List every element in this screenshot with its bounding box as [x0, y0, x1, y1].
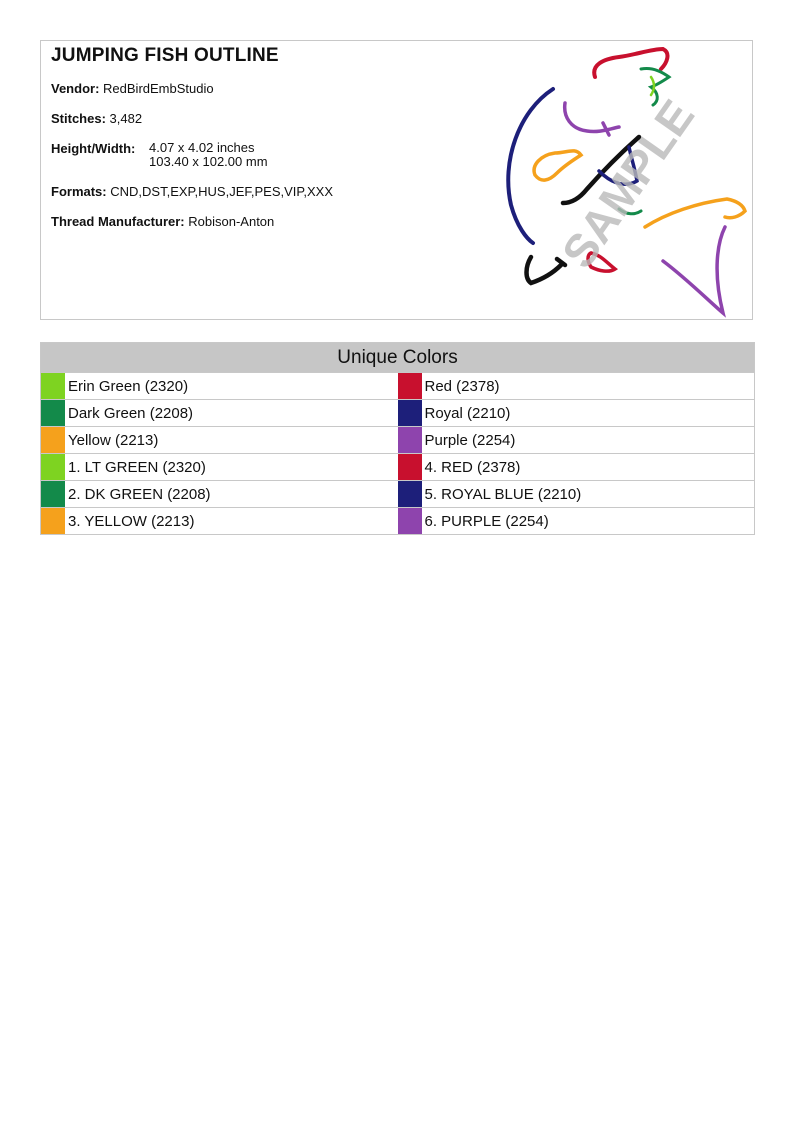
formats-field — [51, 184, 333, 199]
color-swatch — [398, 508, 422, 534]
color-name: 3. YELLOW (2213) — [68, 513, 195, 530]
color-name: 6. PURPLE (2254) — [424, 513, 549, 530]
height-width-label: Height/Width: — [51, 141, 136, 156]
color-swatch — [41, 454, 65, 480]
color-cell — [398, 400, 755, 426]
unique-colors-header: Unique Colors — [41, 343, 754, 372]
color-name: Erin Green (2320) — [68, 378, 189, 395]
color-cell — [41, 481, 398, 507]
color-name: Dark Green (2208) — [68, 405, 194, 422]
color-cell — [398, 373, 755, 399]
color-row — [41, 399, 754, 426]
color-cell — [41, 373, 398, 399]
stitches-field — [51, 111, 142, 126]
height-width-field — [51, 141, 135, 156]
design-title: JUMPING FISH OUTLINE — [51, 45, 279, 66]
color-name: 1. LT GREEN (2320) — [68, 459, 206, 476]
color-cell — [398, 508, 755, 534]
design-info-box — [40, 40, 753, 320]
color-cell — [41, 454, 398, 480]
color-swatch — [41, 373, 65, 399]
color-cell — [398, 427, 755, 453]
sample-watermark: SAMPLE — [551, 90, 705, 278]
color-swatch — [41, 481, 65, 507]
thread-manufacturer-field — [51, 214, 274, 229]
stitches-label: Stitches: — [51, 111, 106, 126]
color-name: Yellow (2213) — [68, 432, 159, 449]
color-row — [41, 372, 754, 399]
color-cell — [41, 400, 398, 426]
thread-manufacturer-label: Thread Manufacturer: — [51, 214, 185, 229]
formats-label: Formats: — [51, 184, 107, 199]
color-cell — [398, 454, 755, 480]
color-cell — [41, 427, 398, 453]
color-swatch — [41, 427, 65, 453]
color-swatch — [398, 481, 422, 507]
vendor-value: RedBirdEmbStudio — [103, 81, 214, 96]
unique-colors-table — [40, 342, 755, 535]
color-name: 5. ROYAL BLUE (2210) — [424, 486, 582, 503]
height-width-values — [149, 141, 268, 169]
vendor-field — [51, 81, 214, 96]
jumping-fish-illustration — [491, 43, 753, 319]
thread-manufacturer-value: Robison-Anton — [188, 214, 275, 229]
color-swatch — [398, 427, 422, 453]
color-swatch — [41, 400, 65, 426]
height-width-mm: 103.40 x 102.00 mm — [149, 154, 268, 169]
formats-value: CND,DST,EXP,HUS,JEF,PES,VIP,XXX — [110, 184, 334, 199]
color-name: 2. DK GREEN (2208) — [68, 486, 211, 503]
color-swatch — [398, 373, 422, 399]
color-cell — [398, 481, 755, 507]
color-cell — [41, 508, 398, 534]
design-preview-image — [491, 43, 753, 319]
color-row — [41, 507, 754, 534]
color-swatch — [41, 508, 65, 534]
color-name: Red (2378) — [424, 378, 500, 395]
color-name: Royal (2210) — [424, 405, 511, 422]
stitches-value: 3,482 — [109, 111, 143, 126]
color-name: 4. RED (2378) — [424, 459, 521, 476]
vendor-label: Vendor: — [51, 81, 100, 96]
color-swatch — [398, 400, 422, 426]
color-row — [41, 453, 754, 480]
height-width-inches: 4.07 x 4.02 inches — [149, 140, 255, 155]
color-row — [41, 426, 754, 453]
color-name: Purple (2254) — [424, 432, 516, 449]
color-swatch — [398, 454, 422, 480]
color-row — [41, 480, 754, 507]
